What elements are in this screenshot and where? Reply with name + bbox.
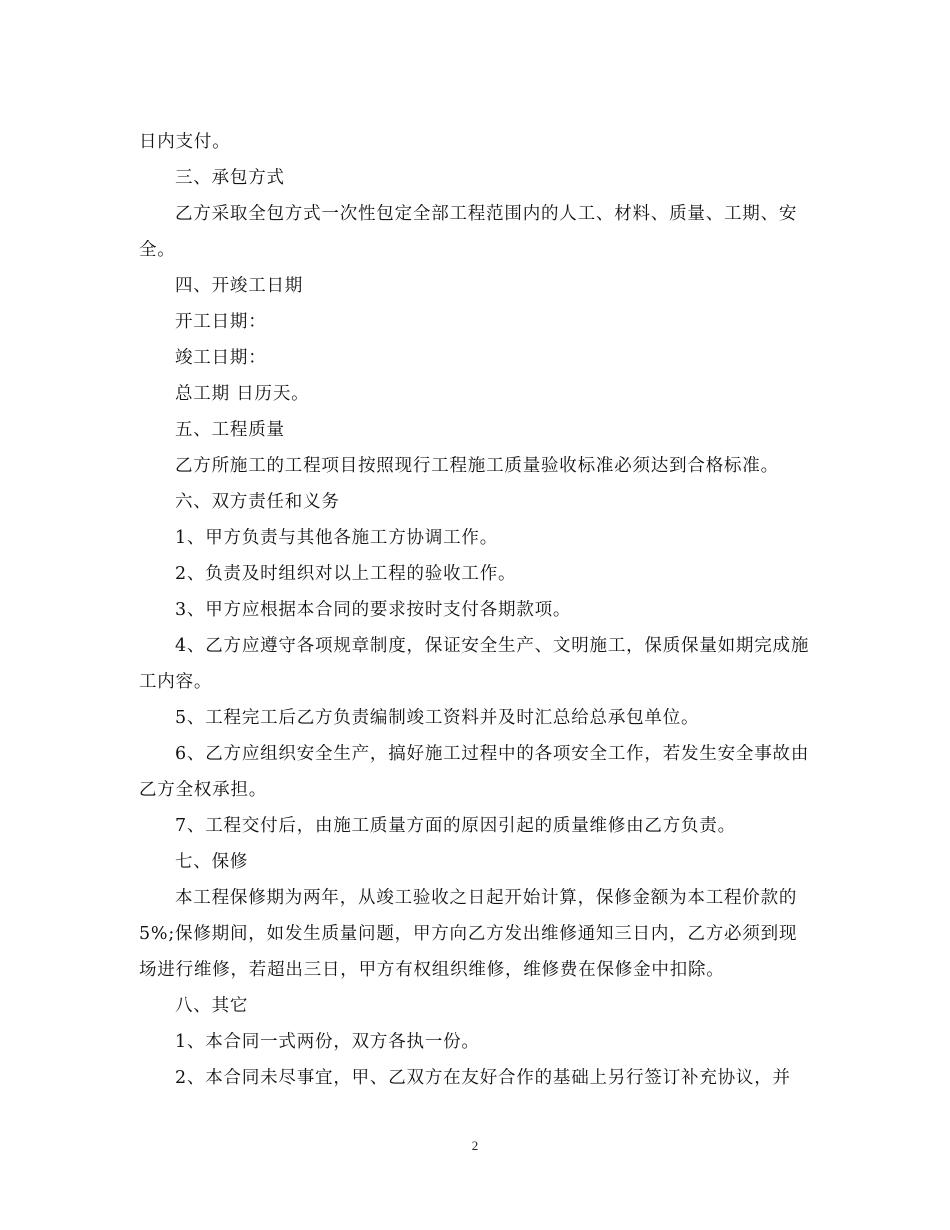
paragraph: 乙方所施工的工程项目按照现行工程施工质量验收标准必须达到合格标准。: [175, 456, 779, 476]
page-number: 2: [471, 1138, 479, 1153]
paragraph: 1、本合同一式两份，双方各执一份。: [175, 1032, 480, 1052]
paragraph: 1、甲方负责与其他各施工方协调工作。: [175, 528, 499, 548]
paragraph: 总工期 日历天。: [175, 384, 310, 404]
paragraph: 乙方采取全包方式一次性包定全部工程范围内的人工、材料、质量、工期、安全。: [139, 204, 798, 260]
paragraph: 4、乙方应遵守各项规章制度，保证安全生产、文明施工，保质保量如期完成施工内容。: [139, 636, 810, 692]
paragraph: 开工日期：: [175, 312, 267, 332]
paragraph: 七、保修: [175, 852, 249, 872]
paragraph: 2、负责及时组织对以上工程的验收工作。: [175, 564, 517, 584]
paragraph: 三、承包方式: [175, 168, 285, 188]
paragraph: 5、工程完工后乙方负责编制竣工资料并及时汇总给总承包单位。: [175, 708, 700, 728]
paragraph: 六、双方责任和义务: [175, 492, 340, 512]
paragraph: 3、甲方应根据本合同的要求按时支付各期款项。: [175, 600, 572, 620]
paragraph: 竣工日期：: [175, 348, 267, 368]
document-body: [139, 124, 815, 1096]
paragraph: 八、其它: [175, 996, 249, 1016]
paragraph: 本工程保修期为两年，从竣工验收之日起开始计算，保修金额为本工程价款的5%;保修期间，如发生质量问题，甲方向乙方发出维修通知三日内，乙方必须到现场进行维修，若超出三日，甲方有权组织维修，维修费在保修金中扣除。: [139, 888, 798, 980]
paragraph: 7、工程交付后，由施工质量方面的原因引起的质量维修由乙方负责。: [175, 816, 736, 836]
paragraph: 四、开竣工日期: [175, 276, 304, 296]
paragraph: 五、工程质量: [175, 420, 285, 440]
paragraph: 2、本合同未尽事宜，甲、乙双方在友好合作的基础上另行签订补充协议，并: [175, 1068, 791, 1088]
paragraph: 日内支付。: [139, 132, 231, 152]
paragraph: 6、乙方应组织安全生产，搞好施工过程中的各项安全工作，若发生安全事故由乙方全权承担。: [139, 744, 810, 800]
